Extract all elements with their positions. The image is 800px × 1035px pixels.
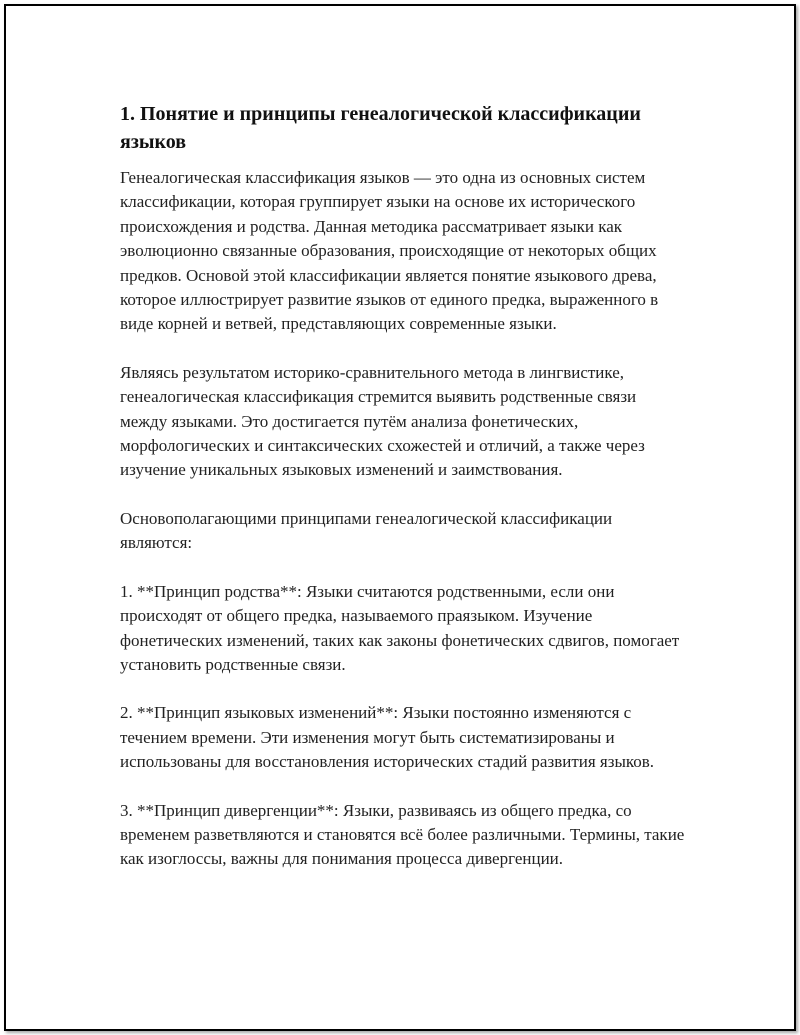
paragraph-intro: Генеалогическая классификация языков — это одна из основных систем классификации, которая группирует языки на основе их исторического происхождения и родства. Данная методика рассматривает языки как эволюционно связанные образования, происходящие от некоторых общих предков. Основой этой классификации является понятие языкового древа, которое иллюстрирует развитие языков от единого предка, выраженного в виде корней и ветвей, представляющих современные языки. [120,168,659,334]
principle-kinship: 1. **Принцип родства**: Языки считаются родственными, если они происходят от общего предка, называемого праязыком. Изучение фонетических изменений, таких как законы фонетических сдвигов, помогает установить родственные связи. [120,581,680,674]
paragraph-method: Являясь результатом историко-сравнительного метода в лингвистике, генеалогическая классификация стремится выявить родственные связи между языками. Это достигается путём анализа фонетических, морфологических и синтаксических схожестей и отличий, а также через изучение уникальных языковых изменений и заимствования. [120,362,645,480]
principle-divergence: 3. **Принцип дивергенции**: Языки, развиваясь из общего предка, со временем разветвляются и становятся всё более различными. Термины, такие как изоглоссы, важны для понимания процесса дивергенции. [120,800,685,869]
page-frame [4,4,796,1031]
section-heading: 1. Понятие и принципы генеалогической классификации языков [120,103,641,153]
paragraph-principles-lead: Основополагающими принципами генеалогической классификации являются: [120,508,613,553]
document-body [120,100,686,896]
principle-language-change: 2. **Принцип языковых изменений**: Языки постоянно изменяются с течением времени. Эти изменения могут быть систематизированы и использованы для восстановления исторических стадий развития языков. [120,703,655,772]
